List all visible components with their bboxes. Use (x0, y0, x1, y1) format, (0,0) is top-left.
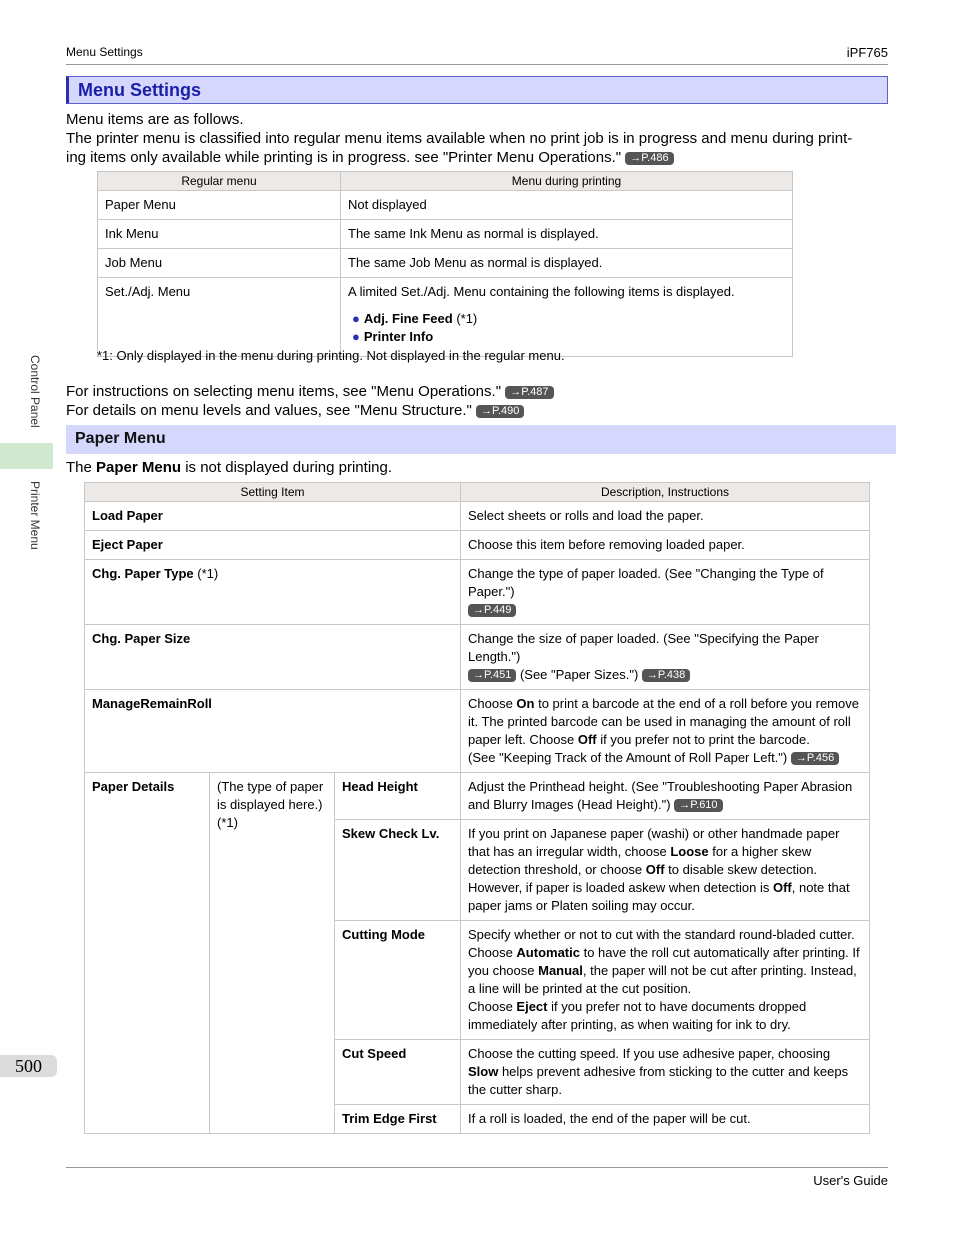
intro-line-2: The printer menu is classified into regular menu items available when no print job is in progress and menu during print- (66, 130, 853, 147)
running-header-right: iPF765 (846, 45, 888, 60)
running-header-left: Menu Settings (66, 45, 143, 59)
page-reference-link[interactable]: →P.490 (476, 405, 524, 418)
table-row: Skew Check Lv. If you print on Japanese paper (washi) or other handmade paper that has an irregular width, choose Loose for a higher skew detection threshold, or choose Off to disable skew detection. However, if paper is loaded askew when detection is Off, note that paper jams or Platen soiling may occur. (85, 820, 870, 921)
paper-menu-table (84, 482, 870, 1134)
page-reference-link[interactable]: →P.610 (674, 799, 722, 812)
instructions (66, 382, 554, 420)
footnote: *1: Only displayed in the menu during printing. Not displayed in the regular menu. (97, 348, 565, 363)
page-reference-link[interactable]: →P.456 (791, 752, 839, 765)
intro-text (66, 110, 896, 167)
table-row: Ink Menu The same Ink Menu as normal is displayed. (98, 220, 793, 249)
table-row: Chg. Paper Size Change the size of paper loaded. (See "Specifying the Paper Length.") →P.451 (See "Paper Sizes.") →P.438 (85, 625, 870, 690)
page-reference-link[interactable]: →P.438 (642, 669, 690, 682)
header-divider (66, 64, 888, 65)
side-tab-control-panel[interactable]: Control Panel (28, 355, 42, 428)
column-header: Description, Instructions (461, 483, 870, 502)
bullet-icon: ● (352, 311, 360, 326)
list-item: ● Adj. Fine Feed (*1) (352, 311, 478, 326)
table-row: Set./Adj. Menu A limited Set./Adj. Menu containing the following items is displayed. ● Adj. Fine Feed (*1) ● Printer Info (98, 278, 793, 357)
side-tab-printer-menu[interactable]: Printer Menu (28, 481, 42, 550)
menu-comparison-table (97, 171, 793, 357)
table-row: ManageRemainRoll Choose On to print a barcode at the end of a roll before you remove it. The printed barcode can be used in managing the amount of roll paper left. Choose Off if you prefer not to print the barcode. (See "Keeping Track of the Amount of Roll Paper Left.") →P.456 (85, 690, 870, 773)
page-title: Menu Settings (78, 80, 202, 100)
column-header: Menu during printing (341, 172, 793, 191)
footer-divider (66, 1167, 888, 1168)
column-header: Setting Item (85, 483, 461, 502)
list-item: ● Printer Info (352, 329, 434, 344)
page-reference-link[interactable]: →P.449 (468, 604, 516, 617)
page-reference-link[interactable]: →P.486 (625, 152, 673, 165)
page-reference-link[interactable]: →P.487 (505, 386, 553, 399)
table-row: Cut Speed Choose the cutting speed. If you use adhesive paper, choosing Slow helps prevent adhesive from sticking to the cutter and keeps the cutter sharp. (85, 1040, 870, 1105)
page-number: 500 (15, 1056, 42, 1076)
page-reference-link[interactable]: →P.451 (468, 669, 516, 682)
paper-menu-intro: The Paper Menu is not displayed during printing. (66, 459, 393, 476)
table-row: Trim Edge First If a roll is loaded, the end of the paper will be cut. (85, 1105, 870, 1134)
table-row: Paper Menu Not displayed (98, 191, 793, 220)
table-row: Paper Details (The type of paper is displayed here.) (*1) Head Height Adjust the Printhead height. (See "Troubleshooting Paper Abrasion and Blurry Images (Head Height).") →P.610 (85, 773, 870, 820)
intro-line-1: Menu items are as follows. (66, 111, 244, 128)
footer-text: User's Guide (813, 1173, 888, 1188)
intro-line-3: ing items only available while printing is in progress. see "Printer Menu Operations." →P.486 (66, 148, 896, 167)
table-row: Chg. Paper Type (*1) Change the type of paper loaded. (See "Changing the Type of Paper.") →P.449 (85, 560, 870, 625)
instructions-line-2: For details on menu levels and values, see "Menu Structure." →P.490 (66, 401, 554, 420)
table-row: Job Menu The same Job Menu as normal is displayed. (98, 249, 793, 278)
subsection-heading (66, 425, 896, 454)
table-row: Load Paper Select sheets or rolls and load the paper. (85, 502, 870, 531)
subsection-title: Paper Menu (75, 430, 166, 447)
table-row: Eject Paper Choose this item before removing loaded paper. (85, 531, 870, 560)
side-tab-highlight (0, 443, 53, 469)
bullet-icon: ● (352, 329, 360, 344)
column-header: Regular menu (98, 172, 341, 191)
section-heading (66, 76, 888, 104)
instructions-line-1: For instructions on selecting menu items, see "Menu Operations." →P.487 (66, 382, 554, 401)
table-row: Cutting Mode Specify whether or not to cut with the standard round-bladed cutter. Choose Automatic to have the roll cut automatically after printing. If you choose Manual, the paper will not be cut after printing. Instead, a line will be printed at the cut position. Choose Eject if you prefer not to have documents dropped immediately after printing, as when waiting for ink to dry. (85, 921, 870, 1040)
